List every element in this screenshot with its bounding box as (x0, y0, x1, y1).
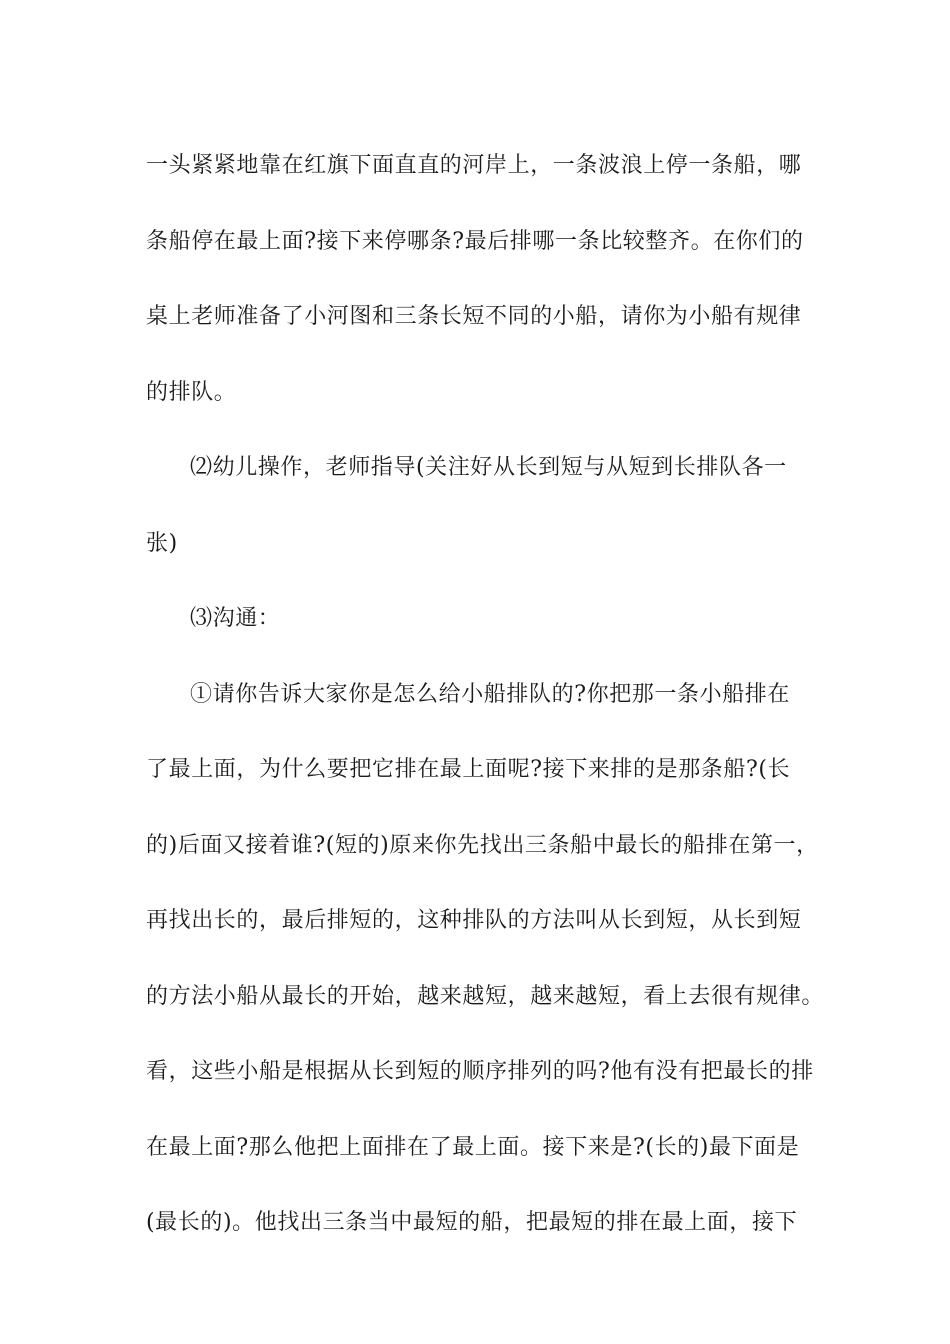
text-line: 了最上面，为什么要把它排在最上面呢?接下来排的是那条船?(长 (146, 757, 791, 782)
text-line: ①请你告诉大家你是怎么给小船排队的?你把那一条小船排在 (190, 681, 790, 707)
text-line: 再找出长的，最后排短的，这种排队的方法叫从长到短，从长到短 (146, 908, 802, 933)
body-text (146, 128, 825, 1261)
text-line: ⑶沟通： (190, 606, 281, 631)
text-line: 的)后面又接着谁?(短的)原来你先找出三条船中最长的船排在第一， (146, 832, 819, 858)
text-line: 一头紧紧地靠在红旗下面直直的河岸上，一条波浪上停一条船，哪 (146, 153, 802, 178)
text-line: ⑵幼儿操作，老师指导(关注好从长到短与从短到长排队各一 (190, 455, 787, 480)
text-line: 张) (146, 530, 178, 556)
text-line: 条船停在最上面?接下来停哪条?最后排哪一条比较整齐。在你们的 (146, 228, 804, 254)
text-line: 的方法小船从最长的开始，越来越短，越来越短，看上去很有规律。 (146, 983, 825, 1009)
text-line: 看，这些小船是根据从长到短的顺序排列的吗?他有没有把最长的排 (146, 1059, 814, 1084)
text-line: 的排队。 (146, 379, 237, 405)
text-line: 桌上老师准备了小河图和三条长短不同的小船，请你为小船有规律 (146, 304, 802, 329)
text-line: (最长的)。他找出三条当中最短的船，把最短的排在最上面，接下 (146, 1210, 798, 1235)
text-line: 在最上面?那么他把上面排在了最上面。接下来是?(长的)最下面是 (146, 1134, 800, 1160)
